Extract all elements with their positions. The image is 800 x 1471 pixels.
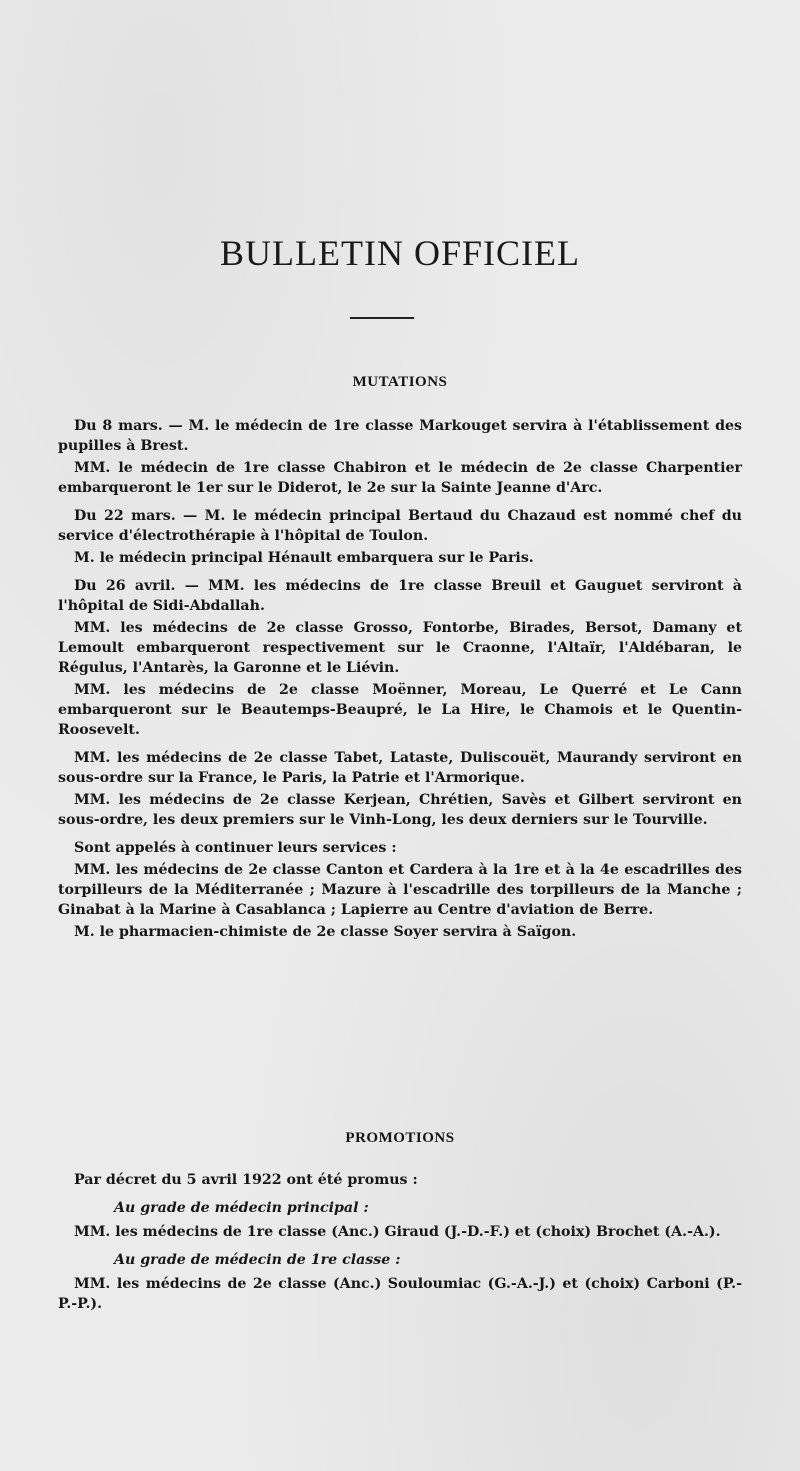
grade-subheading: Au grade de médecin de 1re classe : bbox=[114, 1252, 401, 1268]
paragraph: Du 22 mars. — M. le médecin principal Bertaud du Chazaud est nommé chef du service d'électrothérapie à l'hôpital de Toulon. bbox=[58, 508, 742, 544]
paragraph: Sont appelés à continuer leurs services : bbox=[74, 840, 397, 856]
paragraph: MM. les médecins de 2e classe Moënner, Moreau, Le Querré et Le Cann embarqueront sur le Beautemps-Beaupré, le La Hire, le Chamois et le Quentin-Roosevelt. bbox=[58, 682, 742, 738]
title-rule bbox=[350, 317, 414, 319]
promotions-body bbox=[58, 1170, 742, 1322]
paragraph: MM. les médecins de 2e classe Canton et Cardera à la 1re et à la 4e escadrilles des torpilleurs de la Méditerranée ; Mazure à l'escadrille des torpilleurs de la Manche ; Ginabat à la Marine à Casablanca ; Lapierre au Centre d'aviation de Berre. bbox=[58, 862, 742, 918]
page-title: BULLETIN OFFICIEL bbox=[220, 233, 580, 273]
paragraph: MM. les médecins de 2e classe Tabet, Lataste, Duliscouët, Maurandy serviront en sous-ordre sur la France, le Paris, la Patrie et l'Armorique. bbox=[58, 750, 742, 786]
paragraph: M. le médecin principal Hénault embarquera sur le Paris. bbox=[74, 550, 534, 566]
paragraph: MM. les médecins de 2e classe Kerjean, Chrétien, Savès et Gilbert serviront en sous-ordre, les deux premiers sur le Vinh-Long, les deux derniers sur le Tourville. bbox=[58, 792, 742, 828]
paragraph: MM. les médecins de 2e classe Grosso, Fontorbe, Birades, Bersot, Damany et Lemoult embarqueront respectivement sur le Craonne, l'Altaïr, l'Aldébaran, le Régulus, l'Antarès, la Garonne et le Liévin. bbox=[58, 620, 742, 676]
paragraph: MM. les médecins de 1re classe (Anc.) Giraud (J.-D.-F.) et (choix) Brochet (A.-A.). bbox=[74, 1224, 721, 1240]
paragraph: MM. le médecin de 1re classe Chabiron et le médecin de 2e classe Charpentier embarqueront le 1er sur le Diderot, le 2e sur la Sainte Jeanne d'Arc. bbox=[58, 460, 742, 496]
paragraph: Du 8 mars. — M. le médecin de 1re classe Markouget servira à l'établissement des pupilles à Brest. bbox=[58, 418, 742, 454]
mutations-body bbox=[58, 416, 742, 950]
paragraph: MM. les médecins de 2e classe (Anc.) Souloumiac (G.-A.-J.) et (choix) Carboni (P.-P.-P.). bbox=[58, 1276, 742, 1312]
promotions-heading: PROMOTIONS bbox=[345, 1130, 455, 1146]
mutations-heading: MUTATIONS bbox=[352, 374, 448, 390]
paragraph: M. le pharmacien-chimiste de 2e classe Soyer servira à Saïgon. bbox=[74, 924, 577, 940]
paragraph: Du 26 avril. — MM. les médecins de 1re classe Breuil et Gauguet serviront à l'hôpital de Sidi-Abdallah. bbox=[58, 578, 742, 614]
grade-subheading: Au grade de médecin principal : bbox=[114, 1200, 369, 1216]
paragraph: Par décret du 5 avril 1922 ont été promus : bbox=[74, 1172, 418, 1188]
